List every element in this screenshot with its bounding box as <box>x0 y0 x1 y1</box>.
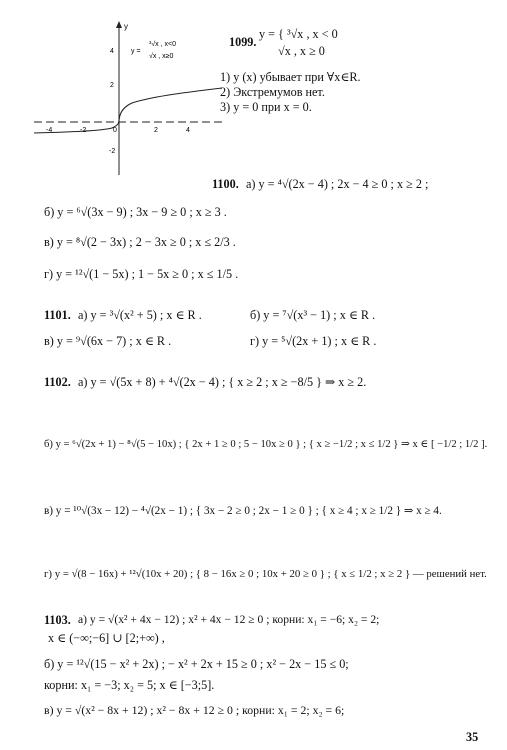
function-graph <box>30 15 225 177</box>
legend-prefix: y = <box>131 48 141 55</box>
problem-number: 1100. <box>212 177 239 191</box>
answer-item: 1) y (x) убывает при ∀x∈R. <box>220 70 361 84</box>
solution-line: г) y = ⁵√(2x + 1) ; x ∈ R . <box>250 334 377 348</box>
solution-line: г) y = ¹²√(1 − 5x) ; 1 − 5x ≥ 0 ; x ≤ 1/5 . <box>44 267 239 281</box>
solution-line: б) y = ⁷√(x³ − 1) ; x ∈ R . <box>250 308 376 322</box>
solution-line: б) y = ⁶√(2x + 1) − ⁸√(5 − 10x) ; { 2x + 1 ≥ 0 ; 5 − 10x ≥ 0 } ; { x ≥ −1/2 ; x ≤ 1/2 } ⇒ x ∈ [ −1/2 ; 1/2 ]. <box>44 439 488 450</box>
answer-item: 2) Экстремумов нет. <box>220 85 325 99</box>
formula-bottom: √x , x ≥ 0 <box>278 44 325 58</box>
solution-line: а) y = √(x² + 4x − 12) ; x² + 4x − 12 ≥ 0 ; корни: x₁ = −6; x₂ = 2; <box>78 613 380 626</box>
problem-number: 1099. <box>229 35 257 49</box>
x-tick: 2 <box>154 127 158 134</box>
solution-line: а) y = √(5x + 8) + ⁴√(2x − 4) ; { x ≥ 2 ; x ≥ −8/5 } ⇒ x ≥ 2. <box>78 375 367 389</box>
y-axis-label: y <box>124 22 128 31</box>
legend-line: √x , x≥0 <box>149 53 174 60</box>
problem-number: 1102. <box>44 375 71 389</box>
x-tick: 0 <box>113 127 117 134</box>
x-tick: -2 <box>80 127 87 134</box>
solution-line: г) y = √(8 − 16x) + ¹²√(10x + 20) ; { 8 − 16x ≥ 0 ; 10x + 20 ≥ 0 } ; { x ≤ 1/2 ; x ≥ 2 } — решений нет. <box>44 568 487 580</box>
solution-line: б) y = ¹²√(15 − x² + 2x) ; − x² + 2x + 15 ≥ 0 ; x² − 2x − 15 ≤ 0; <box>44 657 349 671</box>
solution-line: в) y = ⁹√(6x − 7) ; x ∈ R . <box>44 334 172 348</box>
problem-number: 1103. <box>44 613 71 627</box>
answer-item: 3) y = 0 при x = 0. <box>220 100 312 114</box>
solution-line: а) y = ³√(x² + 5) ; x ∈ R . <box>78 308 202 322</box>
y-tick: 2 <box>110 82 114 89</box>
y-tick: 4 <box>110 48 114 55</box>
x-tick: 4 <box>186 127 190 134</box>
solution-line: корни: x₁ = −3; x₂ = 5; x ∈ [−3;5]. <box>44 678 215 692</box>
problem-number: 1101. <box>44 308 71 322</box>
page-number: 35 <box>466 730 479 744</box>
solution-line: в) y = √(x² − 8x + 12) ; x² − 8x + 12 ≥ 0 ; корни: x₁ = 2; x₂ = 6; <box>44 703 345 717</box>
formula-top: y = { ³√x , x < 0 <box>259 27 338 41</box>
solution-line: в) y = ⁸√(2 − 3x) ; 2 − 3x ≥ 0 ; x ≤ 2/3 . <box>44 235 236 249</box>
solution-line: а) y = ⁴√(2x − 4) ; 2x − 4 ≥ 0 ; x ≥ 2 ; <box>246 177 429 191</box>
curve-sqrt <box>119 88 222 122</box>
x-tick: -4 <box>46 127 53 134</box>
legend-line: ³√x , x<0 <box>149 41 176 48</box>
solution-line: б) y = ⁶√(3x − 9) ; 3x − 9 ≥ 0 ; x ≥ 3 . <box>44 205 227 219</box>
solution-line: x ∈ (−∞;−6] ∪ [2;+∞) , <box>48 631 165 645</box>
y-tick: -2 <box>109 148 116 155</box>
solution-line: в) y = ¹⁰√(3x − 12) − ⁴√(2x − 1) ; { 3x − 2 ≥ 0 ; 2x − 1 ≥ 0 } ; { x ≥ 4 ; x ≥ 1/2 } ⇒ x ≥ 4. <box>44 505 442 517</box>
y-axis-arrow <box>116 21 122 28</box>
